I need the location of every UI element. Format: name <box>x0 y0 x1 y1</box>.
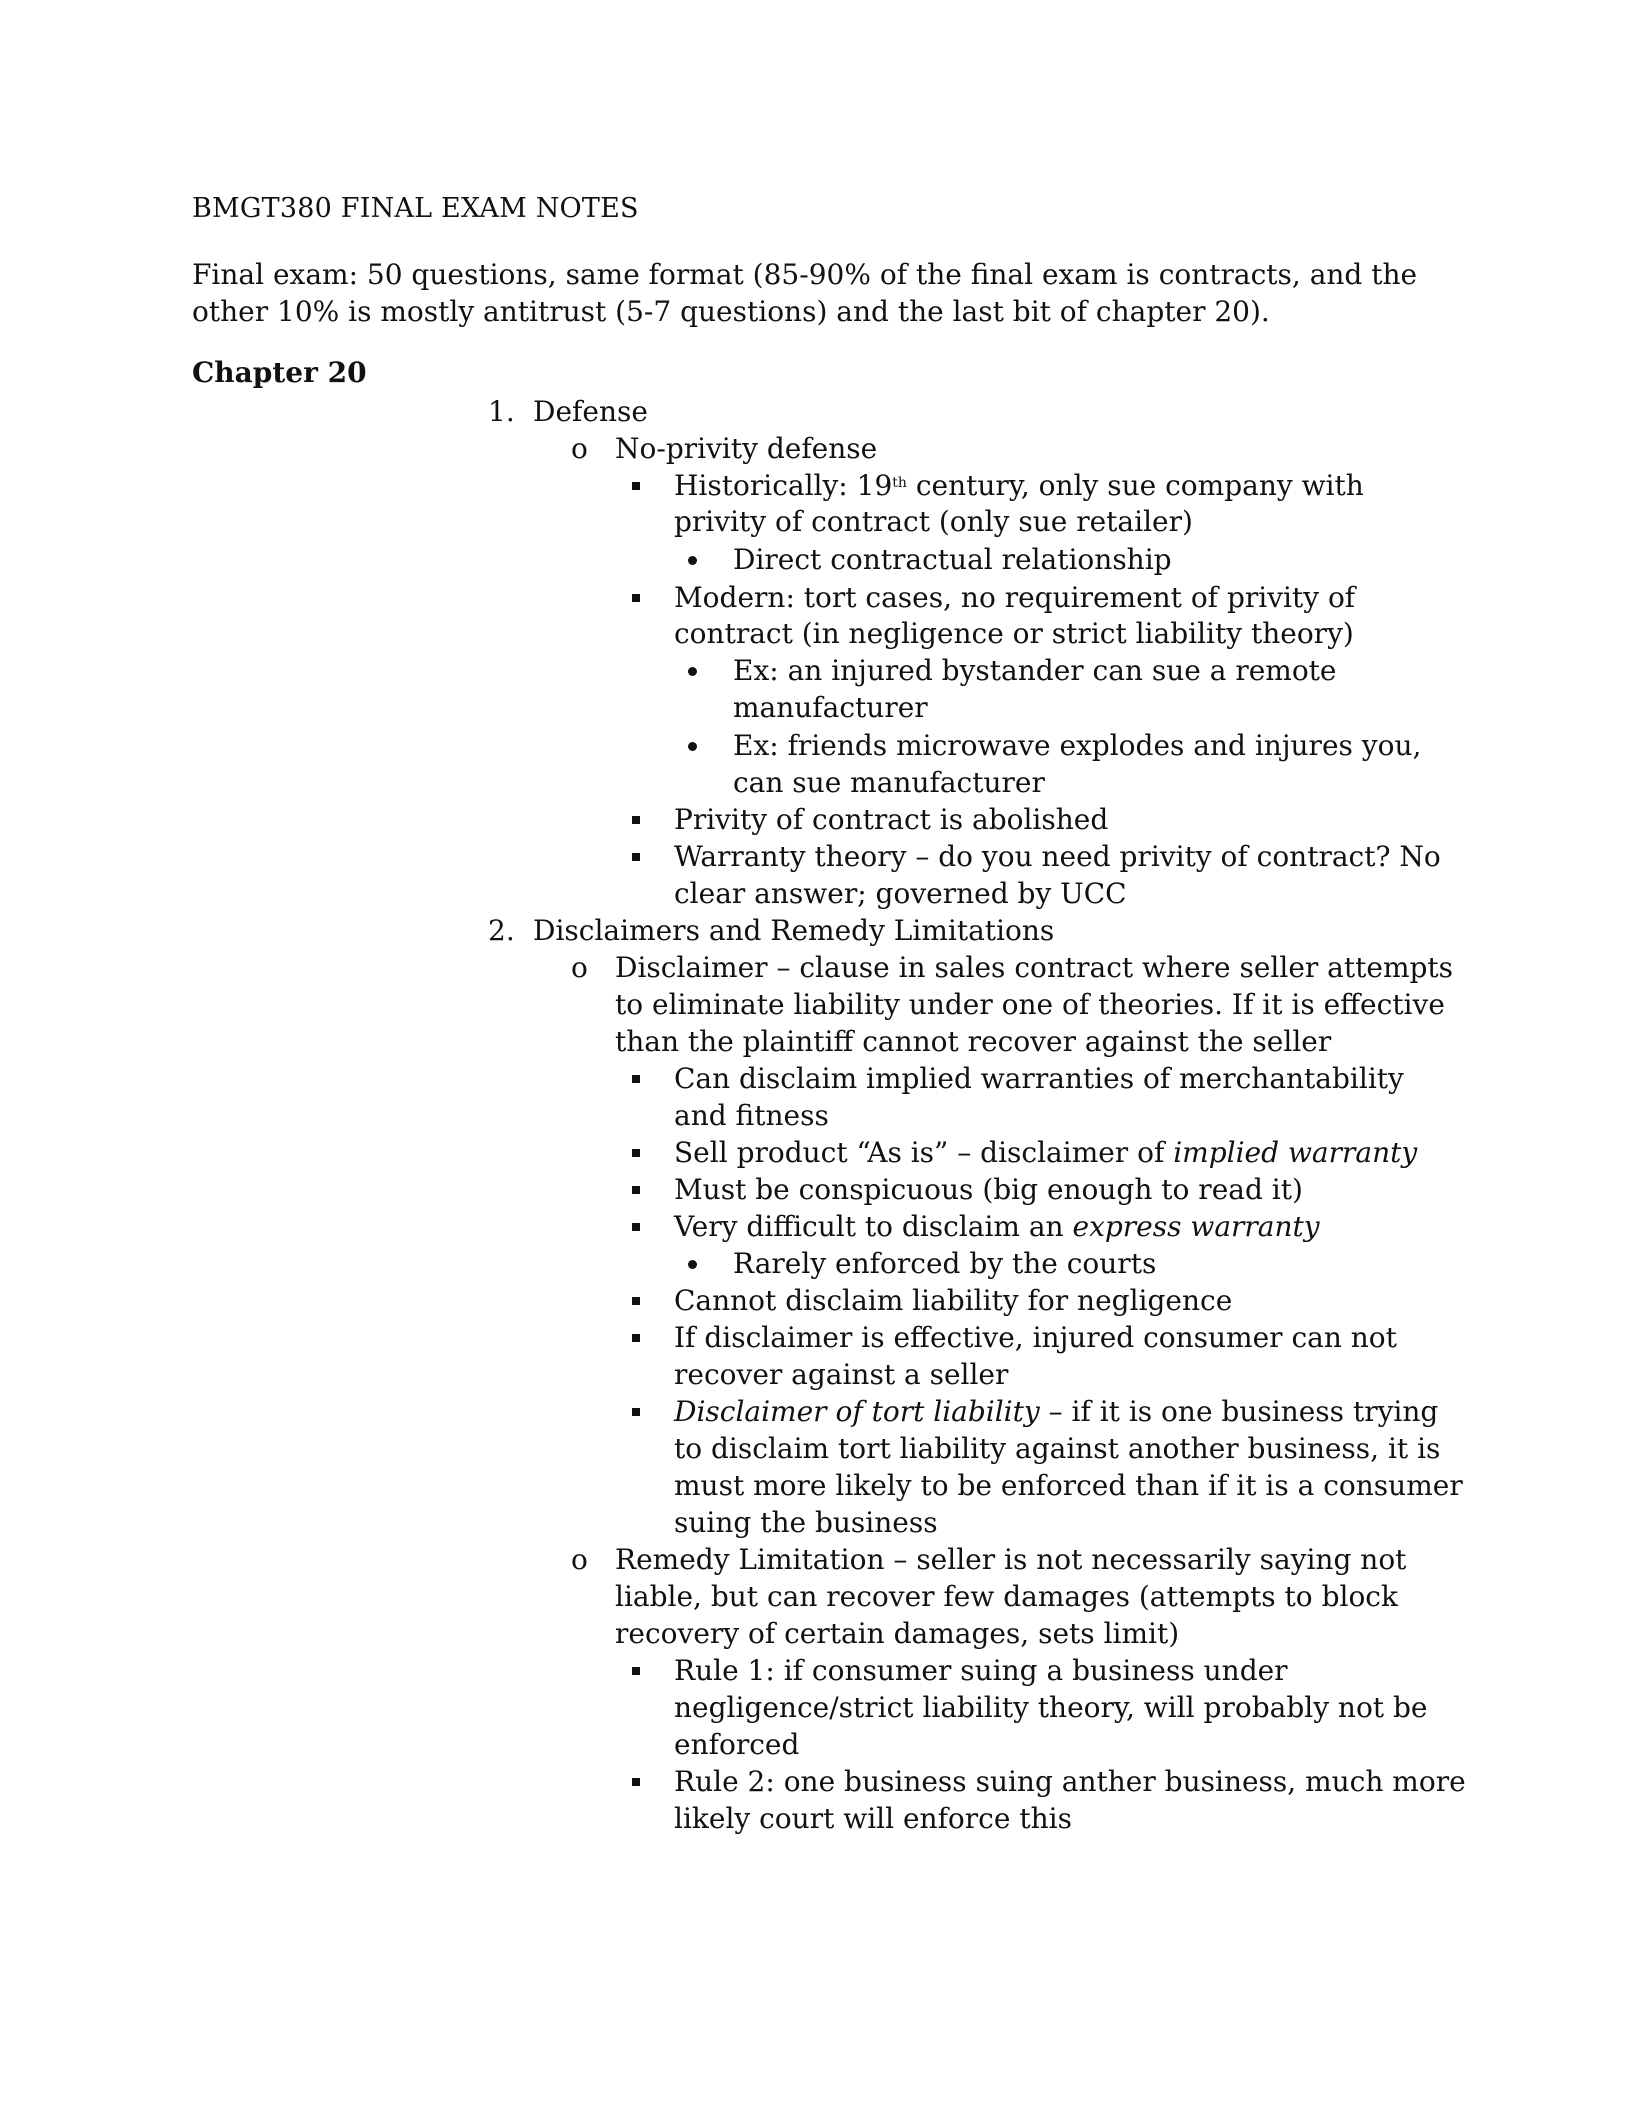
square-bullet-icon <box>632 1408 640 1416</box>
list-item-cont: than the plaintiff cannot recover against the seller <box>615 1025 1332 1058</box>
intro-line: Final exam: 50 questions, same format (85-90% of the final exam is contracts, and the <box>192 258 1418 291</box>
list-item: Rule 2: one business suing anther business, much more <box>674 1765 1466 1798</box>
square-bullet-icon <box>632 1223 640 1231</box>
list-item: Rule 1: if consumer suing a business under <box>674 1654 1288 1687</box>
list-item: Privity of contract is abolished <box>674 803 1109 836</box>
list-item-cont: recovery of certain damages, sets limit) <box>615 1617 1180 1650</box>
square-bullet-icon <box>632 594 640 602</box>
list-item: Historically: 19th century, only sue company with <box>674 469 1364 502</box>
list-marker-o: o <box>571 951 588 984</box>
list-item-cont: must more likely to be enforced than if it is a consumer <box>674 1469 1463 1502</box>
round-bullet-icon <box>688 556 697 565</box>
list-item-cont: likely court will enforce this <box>674 1802 1072 1835</box>
list-item: Very difficult to disclaim an express warranty <box>674 1210 1320 1243</box>
list-number: 1. <box>488 395 515 428</box>
list-item: Must be conspicuous (big enough to read it) <box>674 1173 1303 1206</box>
list-item: Ex: friends microwave explodes and injures you, <box>733 729 1422 762</box>
intro-paragraph <box>192 256 1422 330</box>
list-item: Remedy Limitation – seller is not necessarily saying not <box>615 1543 1407 1576</box>
square-bullet-icon <box>632 1778 640 1786</box>
square-bullet-icon <box>632 853 640 861</box>
square-bullet-icon <box>632 1149 640 1157</box>
list-item: Ex: an injured bystander can sue a remote <box>733 654 1337 687</box>
list-item-cont: recover against a seller <box>674 1358 1009 1391</box>
round-bullet-icon <box>688 1260 697 1269</box>
chapter-heading: Chapter 20 <box>192 356 367 389</box>
list-item: If disclaimer is effective, injured consumer can not <box>674 1321 1397 1354</box>
list-marker-o: o <box>571 1543 588 1576</box>
list-item: Disclaimers and Remedy Limitations <box>533 914 1055 947</box>
list-item-cont: and fitness <box>674 1099 829 1132</box>
list-item-cont: to disclaim tort liability against another business, it is <box>674 1432 1441 1465</box>
list-item: Disclaimer of tort liability – if it is one business trying <box>674 1395 1439 1428</box>
list-item: Sell product “As is” – disclaimer of implied warranty <box>674 1136 1418 1169</box>
list-item: No-privity defense <box>615 432 878 465</box>
list-item: Disclaimer – clause in sales contract where seller attempts <box>615 951 1454 984</box>
square-bullet-icon <box>632 816 640 824</box>
list-item-cont: enforced <box>674 1728 800 1761</box>
list-item-cont: privity of contract (only sue retailer) <box>674 505 1193 538</box>
list-item-cont: can sue manufacturer <box>733 766 1045 799</box>
list-item-cont: manufacturer <box>733 691 928 724</box>
square-bullet-icon <box>632 1075 640 1083</box>
round-bullet-icon <box>688 742 697 751</box>
list-number: 2. <box>488 914 515 947</box>
square-bullet-icon <box>632 1186 640 1194</box>
square-bullet-icon <box>632 1334 640 1342</box>
square-bullet-icon <box>632 1667 640 1675</box>
list-item: Direct contractual relationship <box>733 543 1172 576</box>
list-item-cont: liable, but can recover few damages (attempts to block <box>615 1580 1398 1613</box>
list-marker-o: o <box>571 432 588 465</box>
round-bullet-icon <box>688 667 697 676</box>
intro-line: other 10% is mostly antitrust (5-7 questions) and the last bit of chapter 20). <box>192 295 1270 328</box>
list-item: Defense <box>533 395 648 428</box>
list-item: Can disclaim implied warranties of merchantability <box>674 1062 1404 1095</box>
list-item: Warranty theory – do you need privity of contract? No <box>674 840 1441 873</box>
list-item-cont: suing the business <box>674 1506 938 1539</box>
list-item: Cannot disclaim liability for negligence <box>674 1284 1233 1317</box>
square-bullet-icon <box>632 482 640 490</box>
list-item-cont: to eliminate liability under one of theories. If it is effective <box>615 988 1445 1021</box>
list-item-cont: clear answer; governed by UCC <box>674 877 1127 910</box>
square-bullet-icon <box>632 1297 640 1305</box>
list-item-cont: negligence/strict liability theory, will probably not be <box>674 1691 1428 1724</box>
list-item: Modern: tort cases, no requirement of privity of <box>674 581 1356 614</box>
list-item: Rarely enforced by the courts <box>733 1247 1157 1280</box>
list-item-cont: contract (in negligence or strict liability theory) <box>674 617 1354 650</box>
page-title: BMGT380 FINAL EXAM NOTES <box>192 193 639 224</box>
